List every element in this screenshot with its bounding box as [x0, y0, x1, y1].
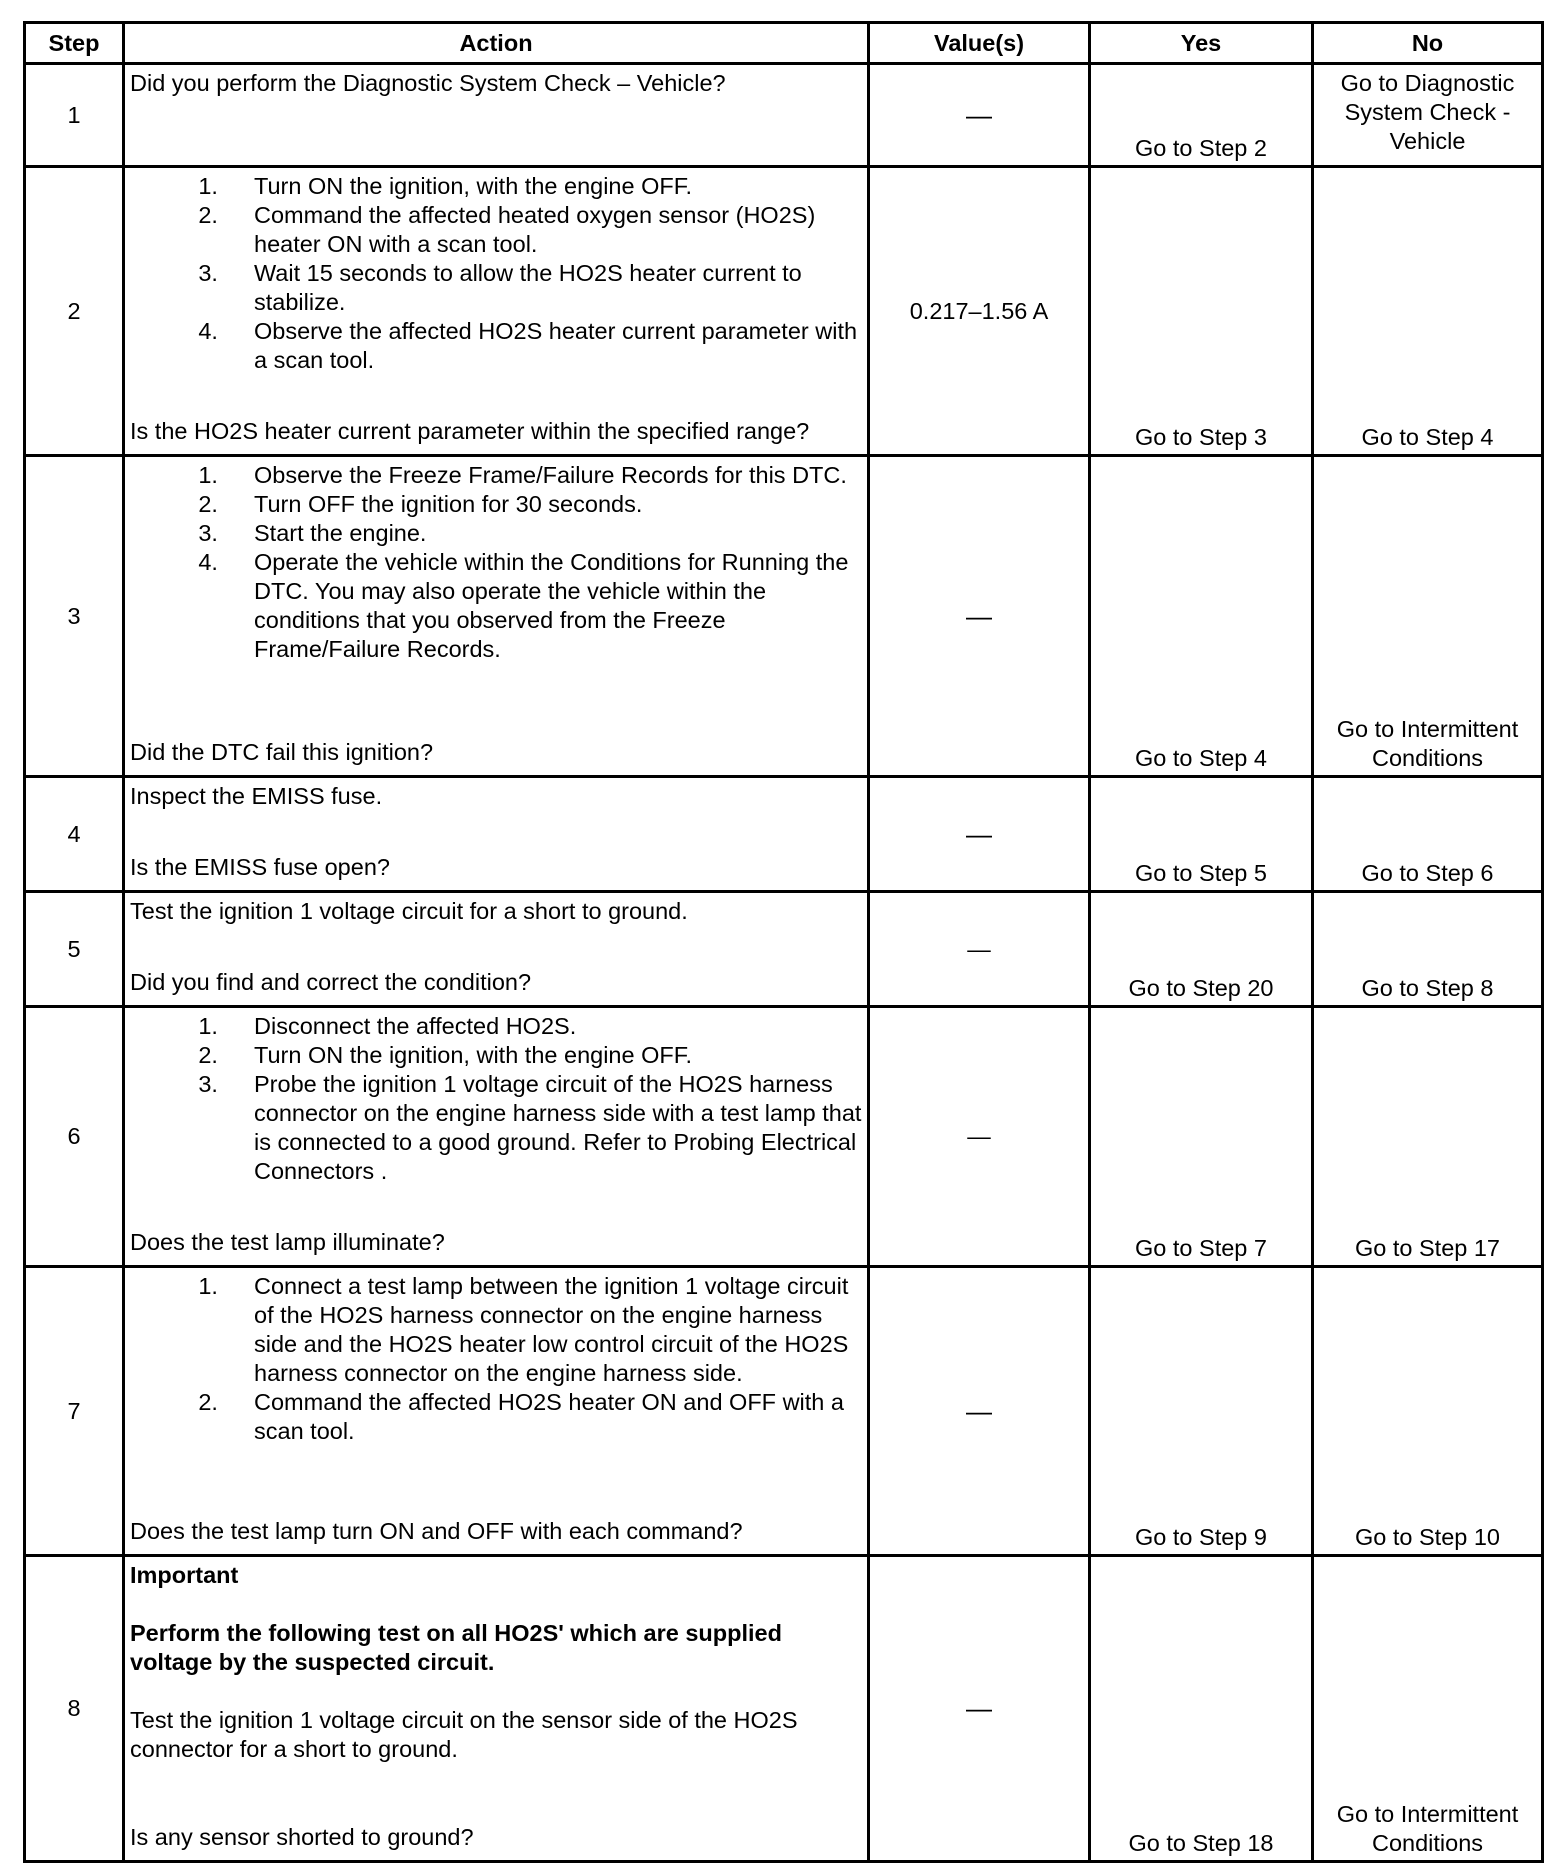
- action-text: Inspect the EMISS fuse.: [130, 783, 383, 809]
- action-question: Did you find and correct the condition?: [130, 969, 532, 995]
- yes-cell: Go to Step 3: [1090, 167, 1313, 456]
- table-row: [25, 892, 1543, 1007]
- yes-cell: Go to Step 7: [1090, 1007, 1313, 1267]
- value-cell: —: [869, 777, 1090, 892]
- table-row: [25, 64, 1543, 167]
- no-cell: Go to Intermittent Conditions: [1313, 456, 1543, 777]
- table-row: [25, 777, 1543, 892]
- action-cell: [124, 64, 869, 167]
- action-cell: [124, 1007, 869, 1267]
- step-number: 3: [25, 456, 124, 777]
- step-number: 7: [25, 1267, 124, 1556]
- table-row: [25, 1556, 1543, 1862]
- action-cell: [124, 1267, 869, 1556]
- action-steps: [130, 172, 862, 375]
- step-number: 4: [25, 777, 124, 892]
- action-question: Did the DTC fail this ignition?: [130, 739, 434, 765]
- value-cell: —: [869, 1556, 1090, 1862]
- yes-cell: Go to Step 9: [1090, 1267, 1313, 1556]
- header-no: No: [1313, 23, 1543, 64]
- action-steps: [130, 461, 862, 664]
- yes-cell: Go to Step 20: [1090, 892, 1313, 1007]
- action-step: 1. Observe the Freeze Frame/Failure Records for this DTC.: [231, 461, 862, 490]
- action-text: Test the ignition 1 voltage circuit for a short to ground.: [130, 898, 688, 924]
- action-step: 2. Command the affected HO2S heater ON and OFF with a scan tool.: [231, 1388, 862, 1446]
- value-cell: 0.217–1.56 A: [869, 167, 1090, 456]
- diagnostic-table: [23, 21, 1544, 1863]
- action-cell: [124, 456, 869, 777]
- important-text: Perform the following test on all HO2S' which are supplied voltage by the suspected circuit.: [130, 1620, 782, 1675]
- no-cell: Go to Step 8: [1313, 892, 1543, 1007]
- action-cell: [124, 892, 869, 1007]
- step-number: 1: [25, 64, 124, 167]
- step-number: 8: [25, 1556, 124, 1862]
- action-text: Did you perform the Diagnostic System Check – Vehicle?: [130, 70, 726, 96]
- step-number: 6: [25, 1007, 124, 1267]
- action-step: 3. Wait 15 seconds to allow the HO2S heater current to stabilize.: [231, 259, 862, 317]
- yes-cell: Go to Step 2: [1090, 64, 1313, 167]
- action-steps: [130, 1272, 862, 1446]
- yes-cell: Go to Step 4: [1090, 456, 1313, 777]
- value-cell: —: [869, 1007, 1090, 1267]
- value-cell: —: [869, 64, 1090, 167]
- action-cell: [124, 777, 869, 892]
- important-label: Important: [130, 1562, 239, 1588]
- action-step: 2. Turn ON the ignition, with the engine OFF.: [231, 1041, 862, 1070]
- action-step: 3. Probe the ignition 1 voltage circuit of the HO2S harness connector on the engine harness side with a test lamp that is connected to a good ground. Refer to Probing Electrical Connectors .: [231, 1070, 862, 1186]
- header-action: Action: [124, 23, 869, 64]
- action-steps: [130, 1012, 862, 1186]
- no-cell: Go to Step 4: [1313, 167, 1543, 456]
- no-cell: Go to Step 17: [1313, 1007, 1543, 1267]
- value-cell: —: [869, 1267, 1090, 1556]
- table-row: [25, 1007, 1543, 1267]
- action-step: 1. Connect a test lamp between the ignition 1 voltage circuit of the HO2S harness connector on the engine harness side and the HO2S heater low control circuit of the HO2S harness connector on the engine harness side.: [231, 1272, 862, 1388]
- action-step: 2. Command the affected heated oxygen sensor (HO2S) heater ON with a scan tool.: [231, 201, 862, 259]
- action-question: Does the test lamp turn ON and OFF with each command?: [130, 1518, 743, 1544]
- action-cell: [124, 167, 869, 456]
- action-step: 4. Observe the affected HO2S heater current parameter with a scan tool.: [231, 317, 862, 375]
- action-step: 1. Disconnect the affected HO2S.: [231, 1012, 862, 1041]
- action-question: Is any sensor shorted to ground?: [130, 1824, 474, 1850]
- table-row: [25, 1267, 1543, 1556]
- value-cell: —: [869, 892, 1090, 1007]
- action-question: Is the EMISS fuse open?: [130, 854, 390, 880]
- table-row: [25, 456, 1543, 777]
- header-row: [25, 23, 1543, 64]
- yes-cell: Go to Step 18: [1090, 1556, 1313, 1862]
- action-step: 1. Turn ON the ignition, with the engine OFF.: [231, 172, 862, 201]
- step-number: 5: [25, 892, 124, 1007]
- value-cell: —: [869, 456, 1090, 777]
- action-step: 4. Operate the vehicle within the Conditions for Running the DTC. You may also operate the vehicle within the conditions that you observed from the Freeze Frame/Failure Records.: [231, 548, 862, 664]
- header-values: Value(s): [869, 23, 1090, 64]
- action-question: Does the test lamp illuminate?: [130, 1229, 445, 1255]
- action-step: 3. Start the engine.: [231, 519, 862, 548]
- step-number: 2: [25, 167, 124, 456]
- table-row: [25, 167, 1543, 456]
- no-cell: Go to Step 6: [1313, 777, 1543, 892]
- header-step: Step: [25, 23, 124, 64]
- action-step: 2. Turn OFF the ignition for 30 seconds.: [231, 490, 862, 519]
- yes-cell: Go to Step 5: [1090, 777, 1313, 892]
- no-cell: Go to Intermittent Conditions: [1313, 1556, 1543, 1862]
- action-text: Test the ignition 1 voltage circuit on the sensor side of the HO2S connector for a short to ground.: [130, 1707, 798, 1762]
- action-question: Is the HO2S heater current parameter within the specified range?: [130, 418, 810, 444]
- action-cell: [124, 1556, 869, 1862]
- no-cell: Go to Step 10: [1313, 1267, 1543, 1556]
- no-cell: Go to Diagnostic System Check - Vehicle: [1313, 64, 1543, 167]
- header-yes: Yes: [1090, 23, 1313, 64]
